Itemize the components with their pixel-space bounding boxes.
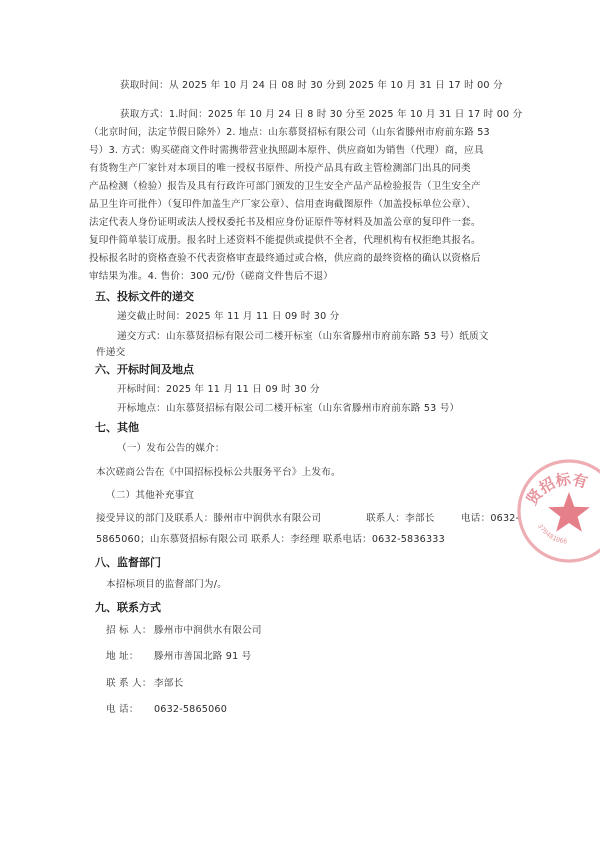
company-seal-icon bbox=[514, 456, 600, 566]
contact-label: 电 话： bbox=[106, 704, 139, 715]
get-method-line: 有货物生产厂家针对本项目的唯一授权书原件、所投产品具有政主管检测部门出具的同类 bbox=[89, 163, 471, 174]
get-method-line: 复印件简单装订成册。报名时上述资料不能提供或提供不全者，代理机构有权拒绝其报名。 bbox=[89, 235, 481, 246]
media-text: 本次磋商公告在《中国招标投标公共服务平台》上发布。 bbox=[96, 467, 341, 478]
submission-method: 递交方式：山东慕贤招标有限公司二楼开标室（山东省滕州市府前东路 53 号）纸质文 bbox=[117, 331, 489, 342]
opening-time: 开标时间：2025 年 11 月 11 日 09 时 30 分 bbox=[117, 384, 320, 395]
get-method-line: 获取方式：1.时间：2025 年 10 月 24 日 8 时 30 分至 2025 年 10 月 31 日 17 时 00 分 bbox=[120, 109, 523, 120]
get-time-line: 获取时间：从 2025 年 10 月 24 日 08 时 30 分到 2025 年 10 月 31 日 17 时 00 分 bbox=[120, 80, 503, 91]
contact-label: 地 址： bbox=[106, 651, 139, 662]
supervision-text: 本招标项目的监督部门为/。 bbox=[106, 579, 227, 590]
section-heading-contact: 九、联系方式 bbox=[95, 601, 161, 614]
seal-name-text: 贤招标有 bbox=[522, 470, 590, 509]
get-method-line: 品卫生许可批件）（复印件加盖生产厂家公章）、信用查询截图原件（加盖投标单位公章）、 bbox=[89, 199, 477, 210]
objection-contact-cont: 5865060；山东慕贤招标有限公司 联系人：李经理 联系电话：0632-5836333 bbox=[96, 534, 445, 545]
opening-place: 开标地点：山东慕贤招标有限公司二楼开标室（山东省滕州市府前东路 53 号） bbox=[117, 403, 460, 414]
section-heading-opening: 六、开标时间及地点 bbox=[95, 363, 194, 376]
submission-deadline: 递交截止时间：2025 年 11 月 11 日 09 时 30 分 bbox=[117, 311, 340, 322]
submission-method-cont: 件递交 bbox=[96, 347, 126, 358]
supplement-subheading: （二）其他补充事宜 bbox=[106, 490, 195, 501]
get-method-line: 产品检测（检验）报告及具有行政许可部门颁发的卫生安全产品产品检验报告（卫生安全产 bbox=[89, 181, 481, 192]
get-method-line: （北京时间，法定节假日除外）2. 地点：山东慕贤招标有限公司（山东省滕州市府前东路 53 bbox=[89, 127, 490, 138]
get-method-line: 投标报名时的资格查验不代表资格审查最终通过或合格，供应商的最终资格的确认以资格后 bbox=[89, 253, 481, 264]
contact-value: 滕州市中润供水有限公司 bbox=[154, 625, 262, 636]
contact-value: 0632-5865060 bbox=[154, 704, 228, 715]
get-method-line: 法定代表人身份证明或法人授权委托书及相应身份证原件等材料及加盖公章的复印件一套。 bbox=[89, 217, 481, 228]
section-heading-supervision: 八、监督部门 bbox=[95, 556, 161, 569]
section-heading-other: 七、其他 bbox=[95, 421, 139, 434]
get-method-line: 号）3. 方式：购买磋商文件时需携带营业执照副本原件、供应商如为销售（代理）商，应具 bbox=[89, 145, 484, 156]
objection-contact: 接受异议的部门及联系人：滕州市中润供水有限公司 bbox=[96, 513, 322, 524]
contact-value: 李部长 bbox=[154, 678, 184, 689]
get-method-line: 审结果为准。4. 售价：300 元/份（磋商文件售后不退） bbox=[89, 271, 334, 282]
contact-label: 招 标 人： bbox=[106, 625, 152, 636]
objection-contact-person: 联系人：李部长 bbox=[366, 513, 435, 524]
objection-phone-label: 电话：0632- bbox=[461, 513, 520, 524]
media-subheading: （一）发布公告的媒介： bbox=[117, 443, 225, 454]
seal-digits-text: 370481066 bbox=[536, 522, 568, 546]
section-heading-submission: 五、投标文件的递交 bbox=[95, 290, 194, 303]
contact-value: 滕州市善国北路 91 号 bbox=[154, 651, 252, 662]
contact-label: 联 系 人： bbox=[106, 678, 152, 689]
